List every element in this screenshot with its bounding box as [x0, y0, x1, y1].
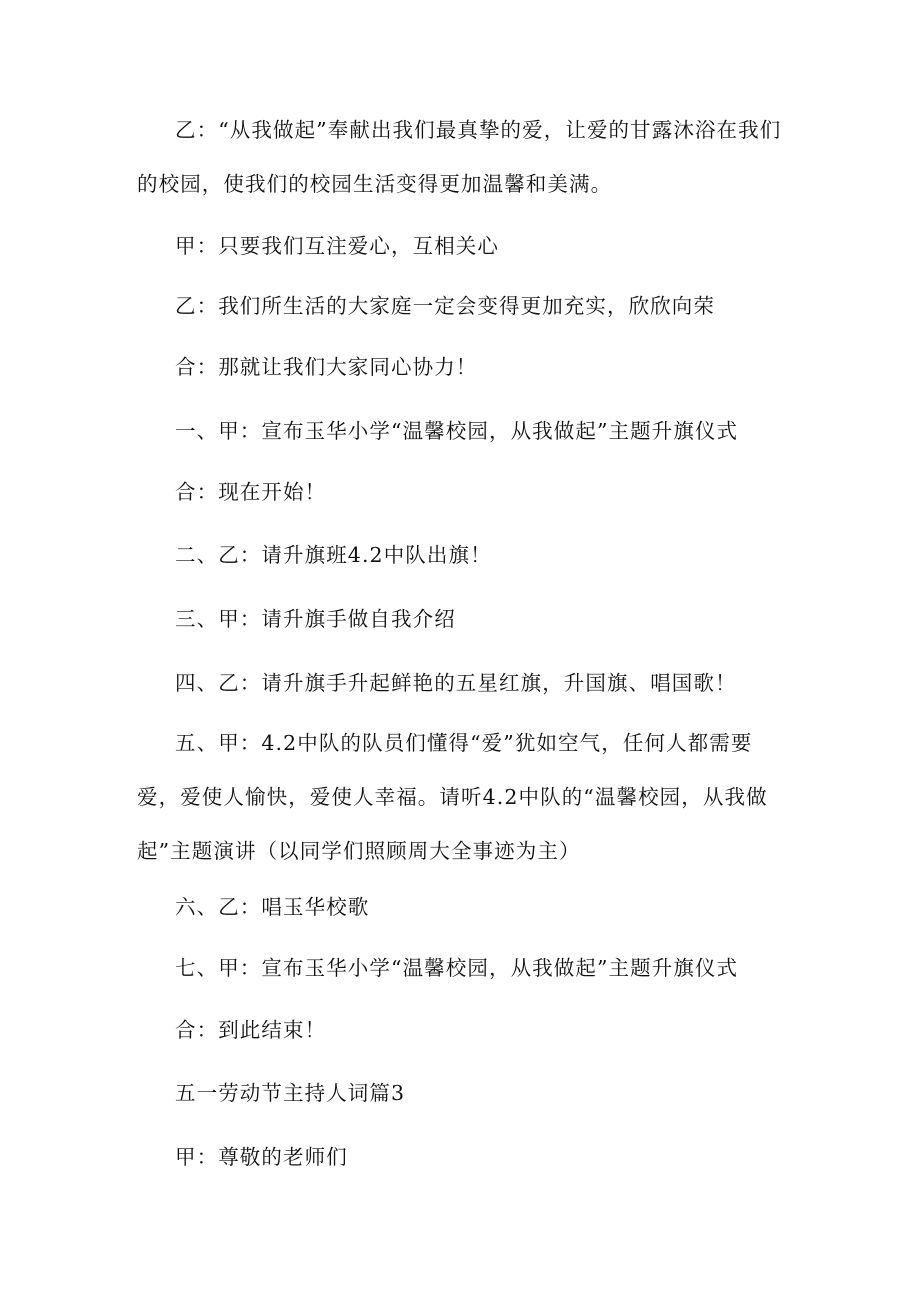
paragraph-8: 三、甲：请升旗手做自我介绍 — [175, 607, 456, 631]
paragraph-5: 一、甲：宣布玉华小学“温馨校园，从我做起”主题升旗仪式 — [175, 419, 739, 443]
paragraph-10: 五、甲：4.2中队的队员们懂得“爱”犹如空气，任何人都需要爱，爱使人愉快，爱使人幸福。请听4.2中队的“温馨校园，从我做起”主题演讲（以同学们照顾周大全事迹为主） — [137, 731, 768, 863]
paragraph-1: 乙：“从我做起”奉献出我们最真挚的爱，让爱的甘露沐浴在我们的校园，使我们的校园生活变得更加温馨和美满。 — [137, 118, 782, 196]
paragraph-4: 合：那就让我们大家同心协力！ — [175, 355, 478, 379]
paragraph-3: 乙：我们所生活的大家庭一定会变得更加充实，欣欣向荣 — [175, 294, 715, 318]
paragraph-7: 二、乙：请升旗班4.2中队出旗！ — [175, 543, 492, 567]
paragraph-14: 甲：尊敬的老师们 — [175, 1145, 348, 1169]
paragraph-12: 七、甲：宣布玉华小学“温馨校园，从我做起”主题升旗仪式 — [175, 956, 739, 980]
paragraph-2: 甲：只要我们互注爱心，互相关心 — [175, 234, 499, 258]
paragraph-9: 四、乙：请升旗手升起鲜艳的五星红旗，升国旗、唱国歌！ — [175, 671, 737, 695]
section-heading: 五一劳动节主持人词篇3 — [175, 1081, 406, 1105]
paragraph-11: 六、乙：唱玉华校歌 — [175, 895, 370, 919]
paragraph-13: 合：到此结束！ — [175, 1018, 327, 1042]
paragraph-6: 合：现在开始！ — [175, 480, 327, 504]
